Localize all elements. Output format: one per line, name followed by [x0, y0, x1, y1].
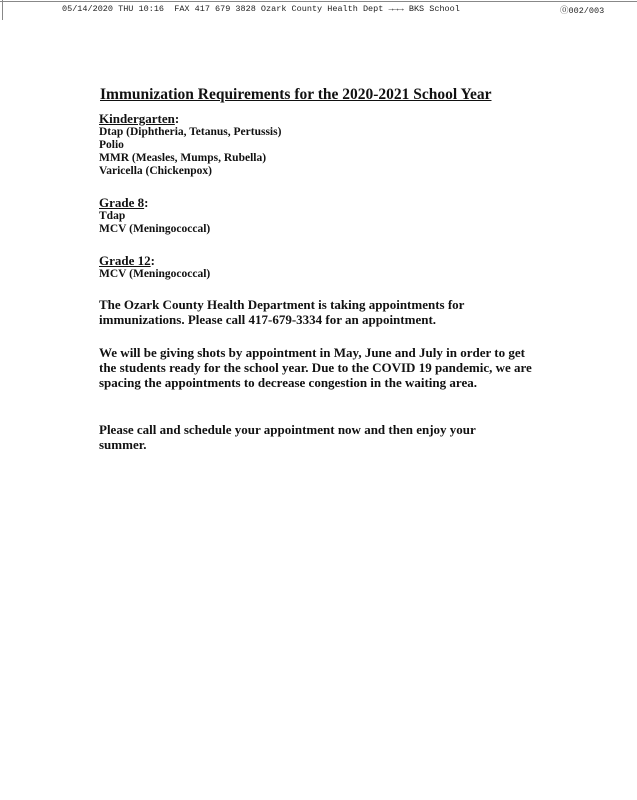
scan-border-top	[0, 1, 637, 2]
list-item: Tdap	[99, 210, 126, 222]
fax-page-number: ⓪002/003	[560, 6, 605, 16]
list-item: MCV (Meningococcal)	[99, 268, 211, 280]
section-heading: Grade 12:	[99, 253, 155, 268]
section-heading: Grade 8:	[99, 195, 149, 210]
paragraph-schedule: We will be giving shots by appointment in May, June and July in order to get the students ready for the school year. Due to the COVID 19 pandemic, we are spacing the appointments to decrease congestion in the waiting area.	[99, 345, 532, 390]
list-item: Varicella (Chickenpox)	[99, 165, 212, 177]
list-item: Polio	[99, 139, 124, 151]
fax-header: 05/14/2020 THU 10:16 FAX 417 679 3828 Ozark County Health Dept →→→ BKS School	[62, 4, 460, 14]
list-item: MMR (Measles, Mumps, Rubella)	[99, 152, 267, 164]
paragraph-appointments: The Ozark County Health Department is taking appointments for immunizations. Please call 417-679-3334 for an appointment.	[99, 297, 465, 327]
section-grade-8	[99, 195, 210, 236]
list-item: Dtap (Diphtheria, Tetanus, Pertussis)	[99, 126, 282, 138]
section-kindergarten	[99, 111, 281, 178]
paragraph-closing: Please call and schedule your appointment now and then enjoy your summer.	[99, 422, 476, 452]
list-item: MCV (Meningococcal)	[99, 223, 211, 235]
section-grade-12	[99, 253, 210, 281]
scan-border-left	[2, 0, 3, 20]
document-title: Immunization Requirements for the 2020-2021 School Year	[100, 86, 492, 103]
section-heading: Kindergarten:	[99, 111, 180, 126]
